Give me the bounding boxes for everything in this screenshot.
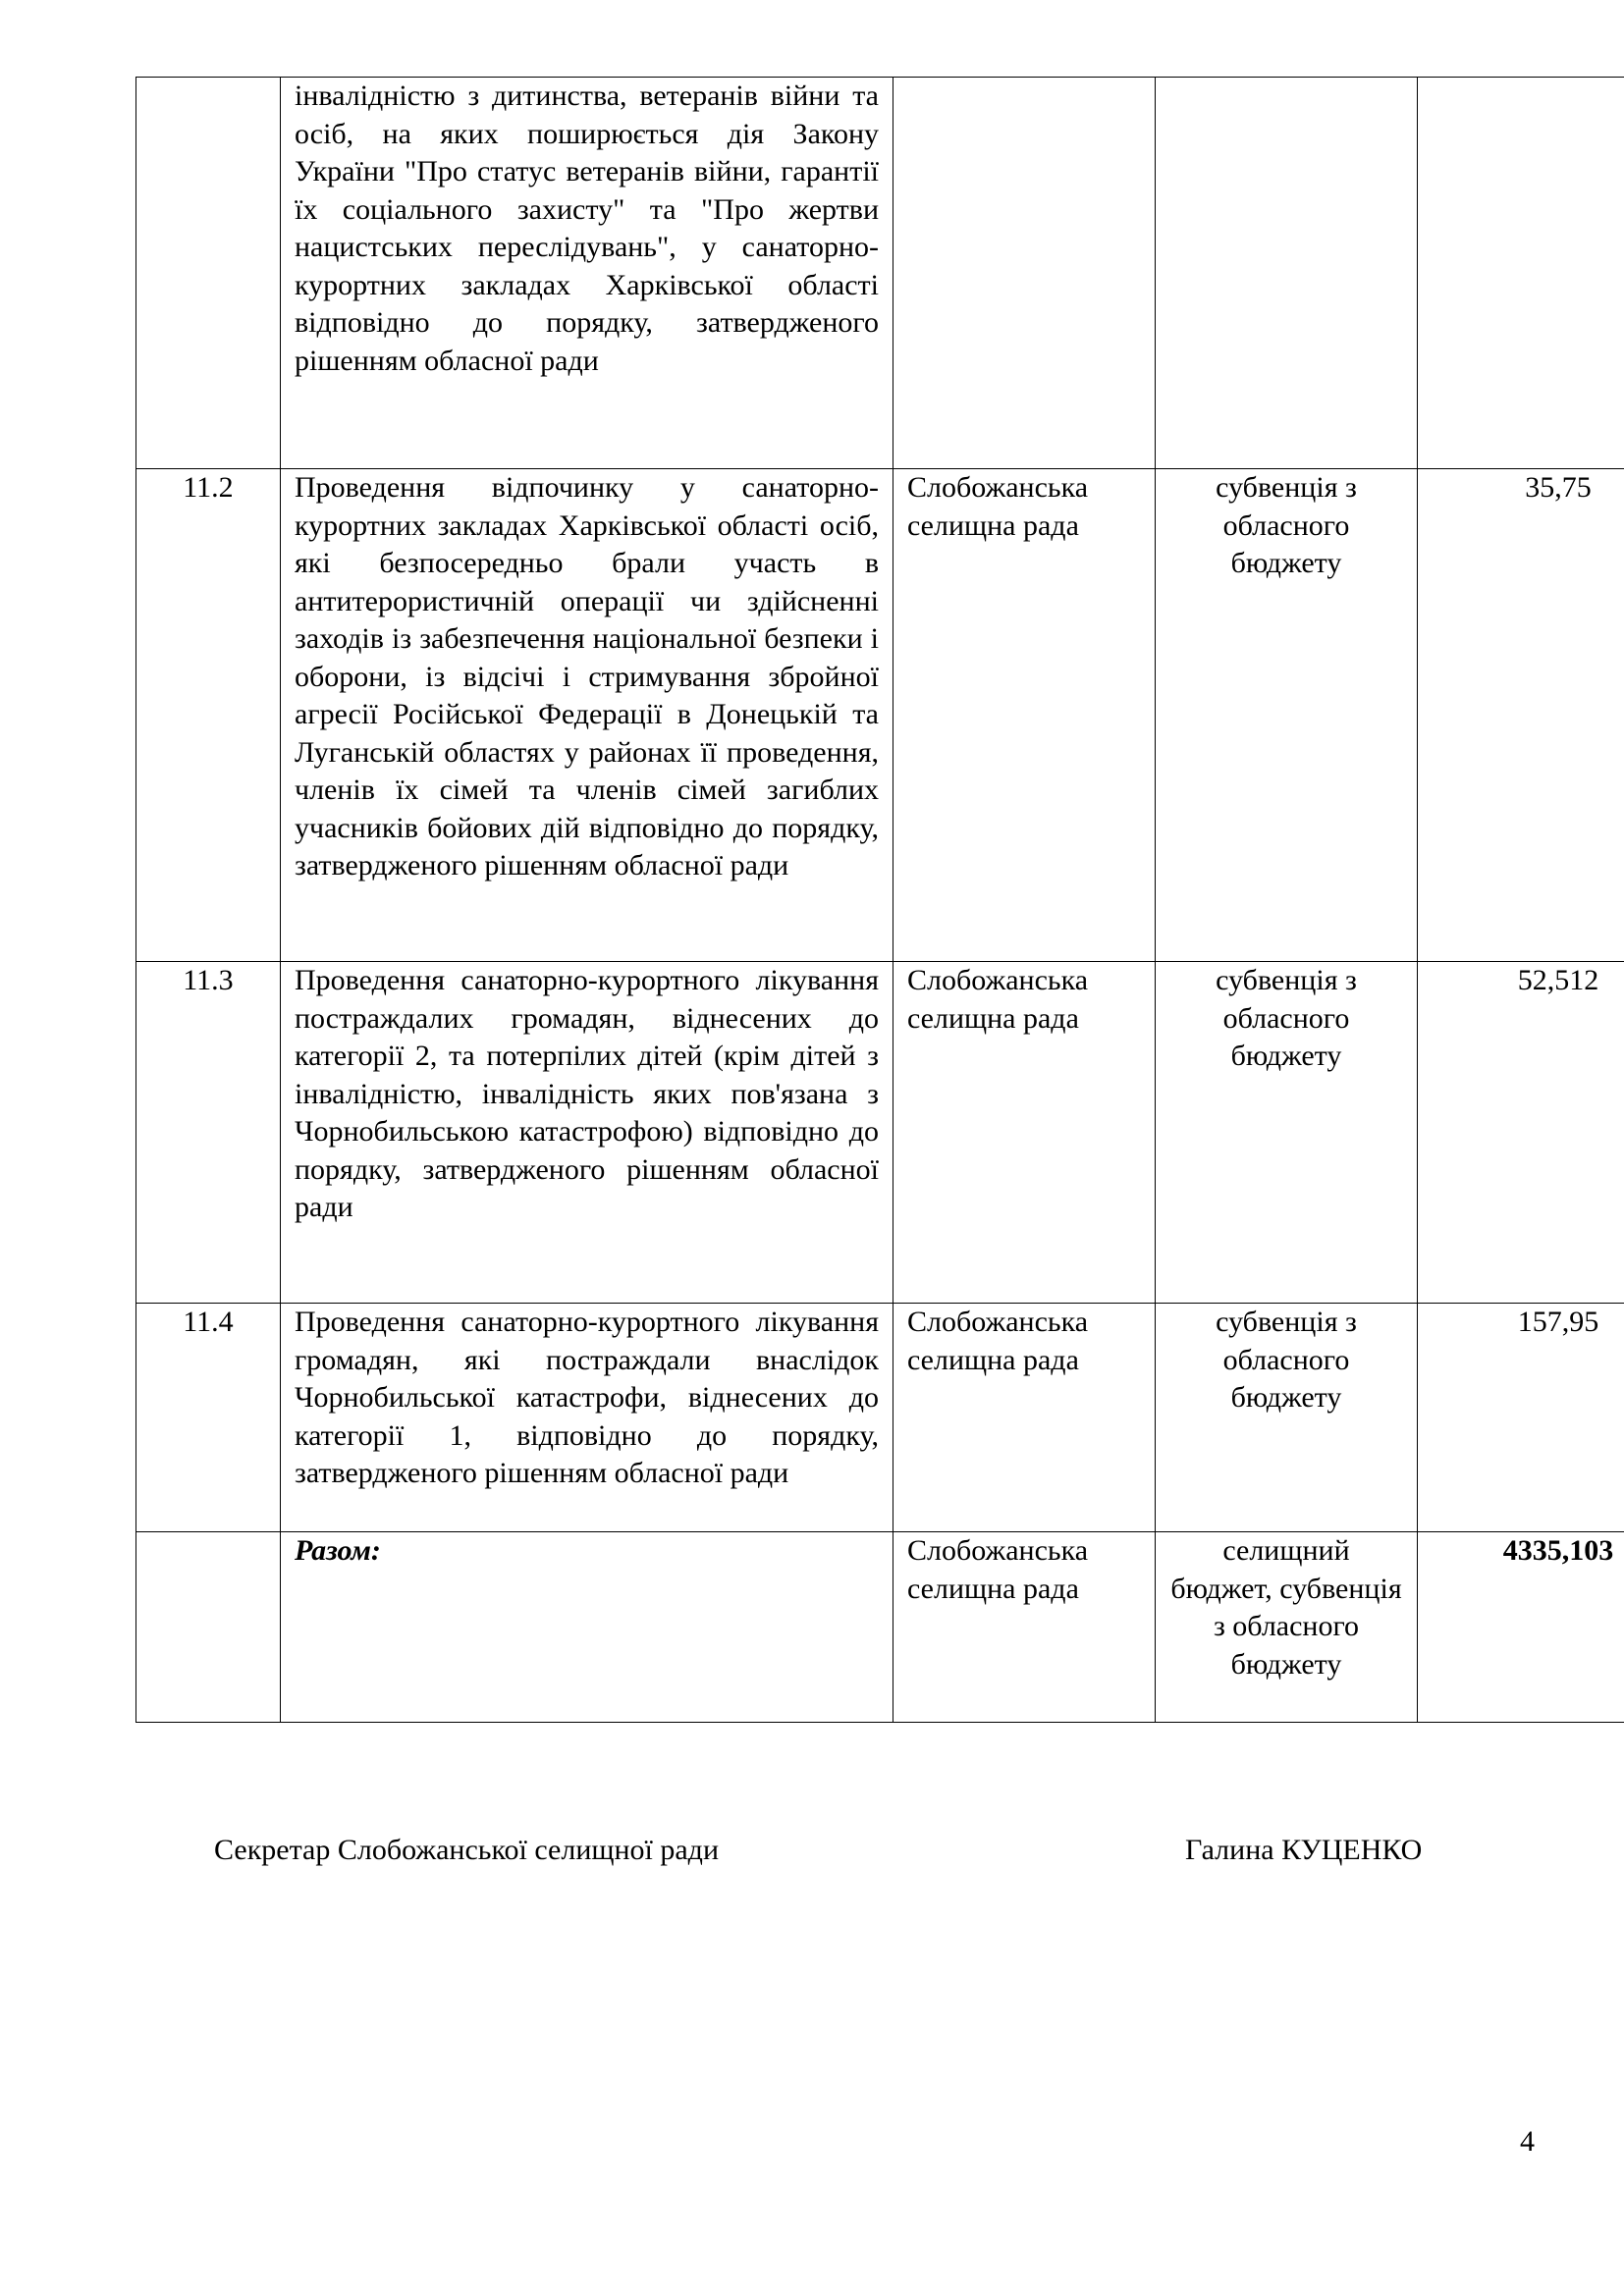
row-description: Проведення відпочинку у санаторно-курортних закладах Харківської області осіб, які безпосередньо брали участь в антитерористичній операції чи здійсненні заходів із забезпечення національної безпеки і оборони, із відсічі і стримування збройної агресії Російської Федерації в Донецькій та Луганській областях у районах її проведення, членів їх сімей та членів сімей загиблих учасників бойових дій відповідно до порядку, затвердженого рішенням обласної ради	[281, 469, 893, 962]
table-row	[136, 962, 1624, 1304]
total-amount: 4335,103	[1418, 1532, 1624, 1723]
budget-table	[135, 77, 1624, 1723]
row-description: Проведення санаторно-курортного лікування громадян, які постраждали внаслідок Чорнобильської катастрофи, віднесених до категорії 1, відповідно до порядку, затвердженого рішенням обласної ради	[281, 1304, 893, 1532]
table-row	[136, 469, 1624, 962]
row-amount: 52,512	[1418, 962, 1624, 1304]
row-executor: Слобожанська селищна рада	[893, 1304, 1156, 1532]
row-executor: Слобожанська селищна рада	[893, 469, 1156, 962]
row-executor	[893, 78, 1156, 469]
row-description: інвалідністю з дитинства, ветеранів війни та осіб, на яких поширюється дія Закону України "Про статус ветеранів війни, гарантії їх соціального захисту" та "Про жертви нацистських переслідувань", у санаторно-курортних закладах Харківської області відповідно до порядку, затвердженого рішенням обласної ради	[281, 78, 893, 469]
row-number: 11.4	[136, 1304, 281, 1532]
row-amount: 35,75	[1418, 469, 1624, 962]
total-row	[136, 1532, 1624, 1723]
row-description: Проведення санаторно-курортного лікування постраждалих громадян, віднесених до категорії 2, та потерпілих дітей (крім дітей з інвалідністю, інвалідність яких пов'язана з Чорнобильською катастрофою) відповідно до порядку, затвердженого рішенням обласної ради	[281, 962, 893, 1304]
signature-position: Секретар Слобожанської селищної ради	[214, 1834, 719, 1866]
table-row	[136, 78, 1624, 469]
row-number	[136, 78, 281, 469]
row-funding-source: субвенція з обласного бюджету	[1156, 1304, 1418, 1532]
total-number	[136, 1532, 281, 1723]
table-row	[136, 1304, 1624, 1532]
row-amount: 157,95	[1418, 1304, 1624, 1532]
total-label: Разом:	[281, 1532, 893, 1723]
page-number: 4	[1520, 2125, 1535, 2158]
row-funding-source: субвенція з обласного бюджету	[1156, 962, 1418, 1304]
signature-name: Галина КУЦЕНКО	[1185, 1834, 1423, 1866]
row-funding-source: субвенція з обласного бюджету	[1156, 469, 1418, 962]
row-executor: Слобожанська селищна рада	[893, 962, 1156, 1304]
row-number: 11.3	[136, 962, 281, 1304]
row-amount	[1418, 78, 1624, 469]
total-funding-source: селищний бюджет, субвенція з обласного бюджету	[1156, 1532, 1418, 1723]
total-executor: Слобожанська селищна рада	[893, 1532, 1156, 1723]
row-funding-source	[1156, 78, 1418, 469]
row-number: 11.2	[136, 469, 281, 962]
